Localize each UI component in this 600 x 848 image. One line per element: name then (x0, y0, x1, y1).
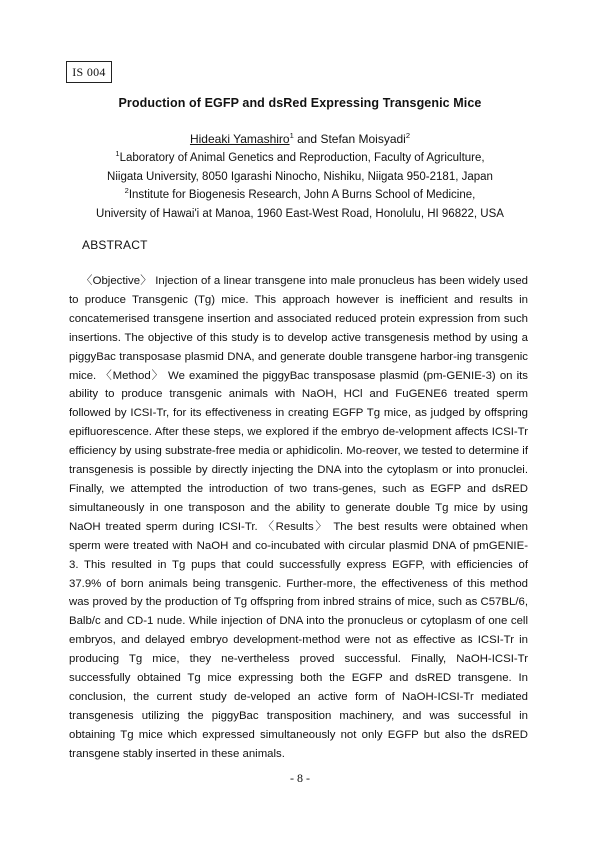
method-label: 〈Method〉 (100, 369, 164, 382)
objective-label: 〈Objective〉 (81, 275, 152, 287)
objective-text: Injection of a linear transgene into male pronucleus has been widely used to produce Transgenic (Tg) mice. This approach however is inefficient and results in concatemerised transgene insertion and associated reduced protein expression from such insertions. The objective of this study is to develop active transgenesis method by using a piggyBac transposase plasmid DNA, and generate double transgene harbor-ing transgenic mice. (69, 275, 528, 382)
affiliation-1-sup: 1 (115, 149, 120, 159)
results-text: The best results were obtained when sperm were treated with NaOH and co-incubated with circular plasmid DNA of pmGENIE-3. This resulted in Tg pups that could successfully express EGFP, with efficiencies of 37.9% of born animals being transgenic. Further-more, the effectiveness of this method was proved by the production of Tg offspring from inbred strains of mice, such as C57BL/6, Balb/c and CD-1 nude. While injection of DNA into the pronucleus or cytoplasm of one cell embryos, and delayed embryo development-method were not as effective as ICSI-Tr in producing Tg mice, they ne-vertheless proved successful. Finally, NaOH-ICSI-Tr successfully obtained Tg mice expressing both the EGFP and dsRED transgene. In conclusion, the current study de-veloped an active form of NaOH-ICSI-Tr mediated transgenesis utilizing the piggyBac transposition machinery, and was successful in obtaining Tg mice which expressed simultaneously not only EGFP but also the dsRED transgene stably inserted in these animals. (69, 520, 528, 760)
affiliation-2-line-1: $^2$Institute for Biogenesis Research, John A Burns School of Medicine, (124, 186, 476, 201)
results-label: 〈Results〉 (262, 520, 329, 533)
affiliation-2-line-2: University of Hawai'i at Manoa, 1960 East-West Road, Honolulu, HI 96822, USA (96, 208, 504, 220)
affiliation-2-sup: 2 (124, 186, 129, 196)
abstract-paragraph (69, 272, 528, 764)
page-number: - 8 - (290, 771, 310, 785)
paper-title: Production of EGFP and dsRed Expressing Transgenic Mice (118, 96, 482, 110)
abstract-heading: ABSTRACT (82, 238, 148, 252)
abstract-body (69, 272, 528, 764)
author-name-2: Stefan Moisyadi (320, 132, 406, 146)
author-connector: and (293, 132, 321, 146)
method-text: We examined the piggyBac transposase plasmid (pm-GENIE-3) on its ability to produce transgenic animals with NaOH, HCl and FuGENE6 treated sperm followed by ICSI-Tr, for its effectiveness in creating EGFP Tg mice, as judged by offspring epifluorescence. After these steps, we explored if the embryo de-velopment affects ICSI-Tr efficiency by using substrate-free media or aphidicolin. Mo-reover, we tested to determine if transgenesis is possible by directly injecting the DNA into the cytoplasm or into pronuclei. Finally, we attempted the introduction of two trans-genes, such as EGFP and dsRED simultaneously in one transposon and the ability to generate double Tg mice by using NaOH treated sperm during ICSI-Tr. (69, 369, 528, 533)
affiliation-1-line-2: Niigata University, 8050 Igarashi Ninocho, Nishiku, Niigata 950-2181, Japan (107, 171, 493, 183)
affiliation-1-line-1: $^1$Laboratory of Animal Genetics and Reproduction, Faculty of Agriculture, (115, 149, 485, 164)
author-sup-2: 2 (405, 131, 411, 140)
author-sup-1: 1 (289, 131, 294, 140)
abstract-code-box: IS 004 (66, 61, 112, 83)
author-line (0, 132, 600, 146)
author-name-1: Hideaki Yamashiro (189, 132, 290, 146)
affiliation-1 (0, 150, 600, 185)
affiliation-2 (0, 187, 600, 222)
